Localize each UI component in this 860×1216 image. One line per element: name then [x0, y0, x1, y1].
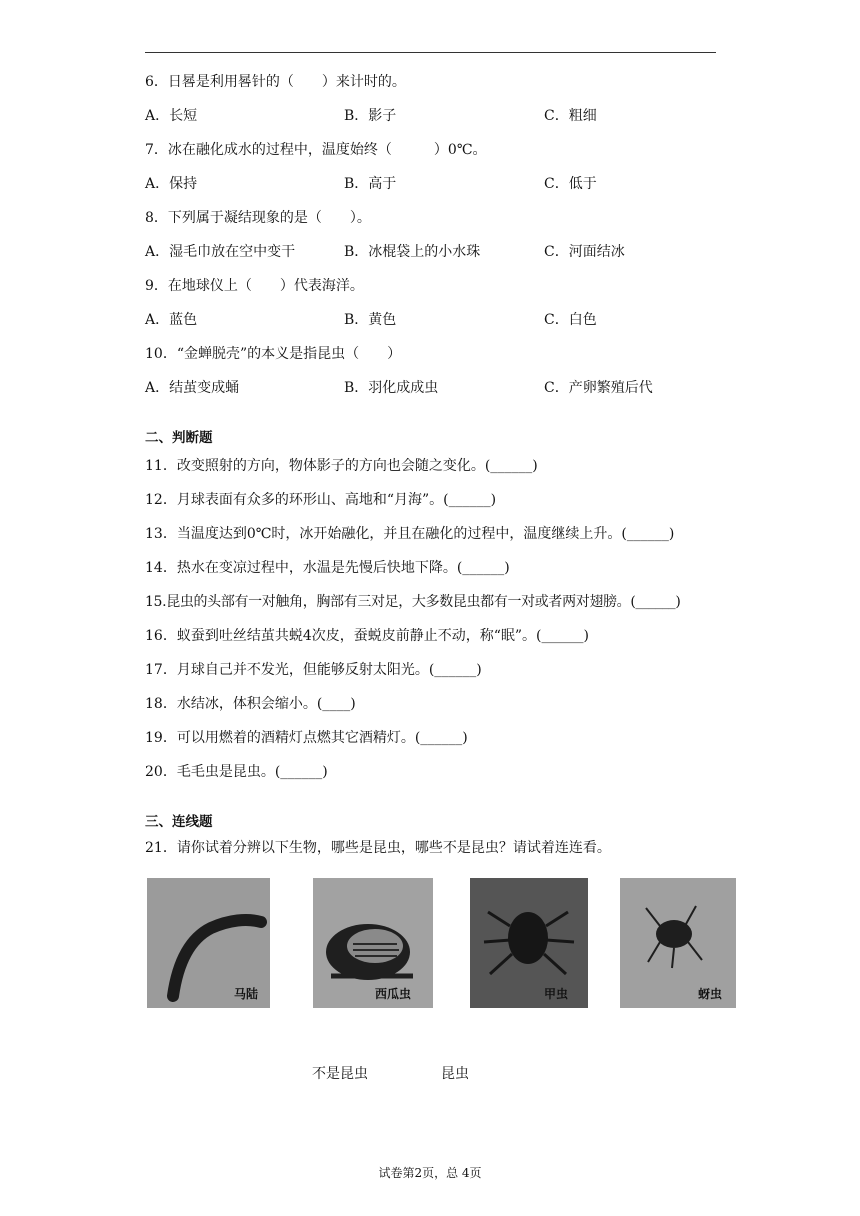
header-rule — [145, 52, 716, 53]
label-not-insect: 不是昆虫 — [312, 1066, 368, 1082]
options-8 — [145, 242, 745, 262]
option-c: C．白色 — [544, 312, 597, 328]
question-8: 8．下列属于凝结现象的是（ ）。 — [145, 210, 371, 226]
picture-aphid — [620, 878, 736, 1008]
question-10: 10．“金蝉脱壳”的本义是指昆虫（ ） — [145, 346, 402, 362]
option-b: B．冰棍袋上的小水珠 — [344, 244, 481, 260]
question-11: 11．改变照射的方向，物体影子的方向也会随之变化。(______) — [145, 458, 538, 474]
question-7: 7．冰在融化成水的过程中，温度始终（ ）0℃。 — [145, 142, 487, 158]
option-a: A．湿毛巾放在空中变干 — [145, 244, 296, 260]
option-c: C．河面结冰 — [544, 244, 625, 260]
option-a: A．蓝色 — [145, 312, 198, 328]
options-7 — [145, 174, 745, 194]
question-9: 9．在地球仪上（ ）代表海洋。 — [145, 278, 364, 294]
question-16: 16．蚁蚕到吐丝结茧共蜕4次皮，蚕蜕皮前静止不动，称“眠”。(______) — [145, 628, 589, 644]
option-c: C．产卵繁殖后代 — [544, 380, 653, 396]
option-b: B．高于 — [344, 176, 397, 192]
picture-beetle — [470, 878, 588, 1008]
options-10 — [145, 378, 745, 398]
option-a: A．结茧变成蛹 — [145, 380, 240, 396]
option-b: B．影子 — [344, 108, 397, 124]
caption-millipede: 马陆 — [233, 987, 258, 1001]
question-14: 14．热水在变凉过程中，水温是先慢后快地下降。(______) — [145, 560, 510, 576]
option-a: A．保持 — [145, 176, 198, 192]
option-c: C．粗细 — [544, 108, 597, 124]
options-6 — [145, 106, 745, 126]
section-title-judge: 二、判断题 — [145, 430, 213, 446]
caption-woodlouse: 西瓜虫 — [374, 987, 411, 1001]
option-a: A．长短 — [145, 108, 198, 124]
caption-beetle: 甲虫 — [543, 987, 568, 1001]
question-15: 15.昆虫的头部有一对触角，胸部有三对足，大多数昆虫都有一对或者两对翅膀。(______) — [145, 594, 681, 610]
label-insect: 昆虫 — [441, 1066, 469, 1082]
section-title-match: 三、连线题 — [145, 814, 213, 830]
question-18: 18．水结冰，体积会缩小。(____) — [145, 696, 356, 712]
page-footer: 试卷第2页，总 4页 — [378, 1166, 482, 1180]
picture-woodlouse — [313, 878, 433, 1008]
question-21: 21．请你试着分辨以下生物，哪些是昆虫，哪些不是昆虫？请试着连连看。 — [145, 840, 611, 856]
question-6: 6．日晷是利用晷针的（ ）来计时的。 — [145, 74, 406, 90]
option-b: B．羽化成成虫 — [344, 380, 439, 396]
question-20: 20．毛毛虫是昆虫。(______) — [145, 764, 328, 780]
option-c: C．低于 — [544, 176, 597, 192]
picture-millipede — [147, 878, 270, 1008]
option-b: B．黄色 — [344, 312, 397, 328]
question-17: 17．月球自己并不发光，但能够反射太阳光。(______) — [145, 662, 482, 678]
options-9 — [145, 310, 745, 330]
woodlouse-icon — [313, 878, 433, 1008]
question-12: 12．月球表面有众多的环形山、高地和“月海”。(______) — [145, 492, 497, 508]
question-13: 13．当温度达到0℃时，冰开始融化，并且在融化的过程中，温度继续上升。(______) — [145, 526, 675, 542]
question-19: 19．可以用燃着的酒精灯点燃其它酒精灯。(______) — [145, 730, 468, 746]
caption-aphid: 蚜虫 — [697, 987, 722, 1001]
beetle-icon — [470, 878, 588, 1008]
